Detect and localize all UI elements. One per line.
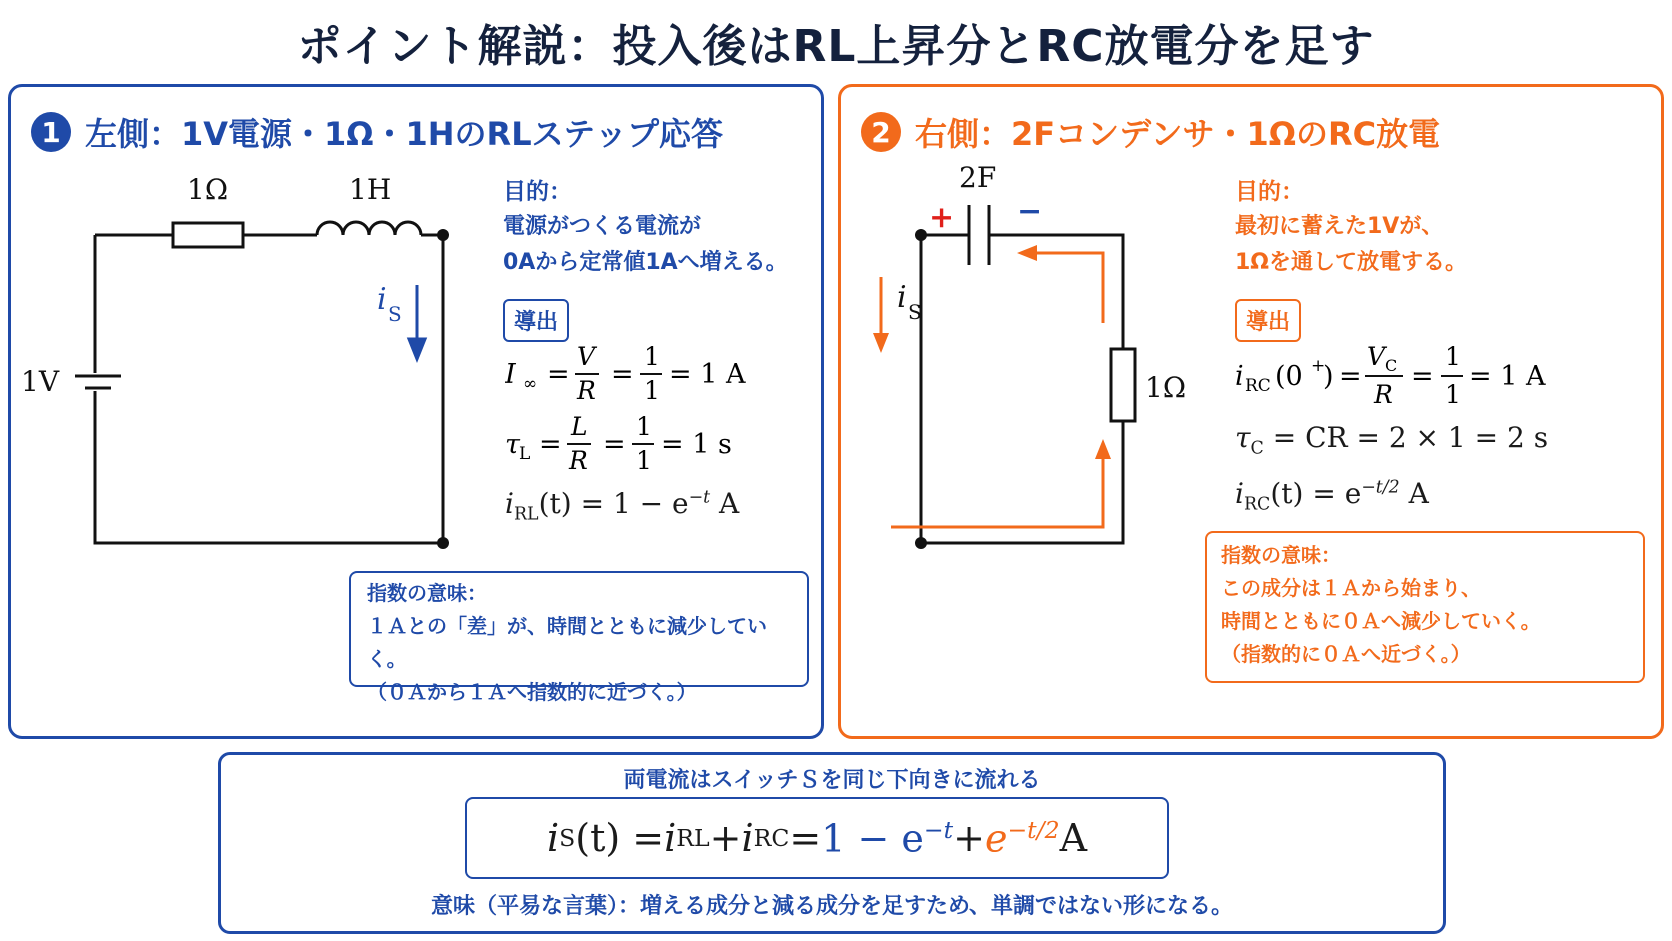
rc-plus-sign: + (929, 200, 955, 235)
rl-resistor-label: 1Ω (187, 173, 229, 206)
rc-eq-tau: $\tau_C$ = CR = 2 × 1 = 2 s (1235, 421, 1549, 459)
rc-eq-current: $i_{RC}(t) = e^{-t/2}$ A (1235, 477, 1429, 515)
rc-note-line: （指数的に０Ａへ近づく。） (1221, 642, 1471, 666)
rc-circuit-diagram (841, 87, 1241, 647)
svg-text:=: = (1411, 361, 1434, 392)
rl-note-line: （０Ａから１Ａへ指数的に近づく。） (367, 680, 697, 704)
svg-text:RC: RC (1245, 376, 1271, 396)
svg-text:(0: (0 (1275, 361, 1303, 392)
svg-text:=: = (603, 429, 626, 460)
svg-text:1: 1 (1445, 343, 1461, 371)
svg-text:V: V (577, 343, 596, 371)
rl-purpose-label: 目的： (503, 179, 572, 205)
resistor-1ohm (173, 223, 243, 247)
svg-text:R: R (569, 446, 588, 475)
svg-text:R: R (577, 376, 596, 405)
svg-text:=: = (547, 359, 570, 390)
rl-source-label: 1V (21, 365, 60, 398)
rl-is-sub: S (388, 302, 402, 326)
svg-text:+: + (1311, 356, 1326, 376)
svg-text:=: = (539, 429, 562, 460)
rc-is-sub: S (908, 300, 922, 324)
rl-exponent-note (349, 571, 809, 704)
rl-circuit-diagram (11, 87, 511, 647)
svg-text:1: 1 (1445, 380, 1461, 409)
svg-text:L: L (519, 444, 531, 464)
rl-title-text: 左側：1V電源・1Ω・1HのRLステップ応答 (85, 115, 723, 153)
rc-capacitor-label: 2F (959, 161, 997, 194)
svg-text:V: V (1367, 343, 1386, 371)
svg-text:∞: ∞ (523, 374, 538, 394)
rc-note-line: 指数の意味： (1221, 543, 1341, 567)
rc-node-top-left (915, 229, 927, 241)
rc-note-line: 時間とともに０Ａへ減少していく。 (1221, 609, 1541, 633)
summary-footer: 意味（平易な言葉）：増える成分と減る成分を足すため、単調ではない形になる。 (430, 894, 1234, 919)
rc-purpose-line: 最初に蓄えた1Vが、 (1235, 214, 1444, 239)
svg-text:R: R (1374, 380, 1393, 409)
svg-text:C: C (1385, 356, 1398, 375)
step-number-1-icon: 1 (31, 112, 71, 152)
resistor-1ohm-rc (1111, 349, 1135, 421)
rl-note-line: 指数の意味： (367, 581, 487, 605)
rl-inductor-label: 1H (349, 173, 392, 206)
rc-eq-initial-svg (1235, 343, 1555, 409)
svg-text:=: = (611, 359, 634, 390)
rc-node-bottom-left (915, 537, 927, 549)
rc-purpose-line: 1Ωを通して放電する。 (1235, 250, 1468, 275)
svg-text:1: 1 (636, 413, 652, 441)
rl-is-label: i (377, 282, 387, 317)
rl-note-line: １Ａとの「差」が、時間とともに減少していく。 (367, 614, 767, 671)
svg-text:1: 1 (644, 343, 660, 371)
rl-eq-tau-svg (505, 413, 765, 475)
rc-title-text: 右側：2Fコンデンサ・1ΩのRC放電 (915, 115, 1441, 153)
rl-panel (8, 84, 824, 739)
rc-derivation-tag: 導出 (1235, 299, 1301, 342)
rl-eq-current: $i_{RL}(t) = 1 - e^{-t}$ A (505, 487, 740, 525)
rl-purpose-line: 電源がつくる電流が (503, 214, 702, 239)
svg-text:I: I (505, 359, 516, 390)
rc-is-arrowhead-icon (873, 333, 889, 353)
rl-term: $1 - e^{-t}$ (821, 815, 954, 861)
page-title: ポイント解説：投入後はRL上昇分とRC放電分を足す (297, 21, 1375, 72)
rc-exponent-note (1205, 531, 1645, 683)
rc-wire-bottom (921, 421, 1123, 543)
rc-term: $e^{-t/2}$ (984, 815, 1060, 861)
rc-purpose-label: 目的： (1235, 179, 1304, 205)
summary-header: 両電流はスイッチＳを同じ下向きに流れる (623, 768, 1041, 793)
rc-flow-arrowhead-left-icon (1017, 245, 1037, 261)
rc-resistor-label: 1Ω (1145, 371, 1187, 404)
is-arrow-head-icon (409, 339, 425, 359)
rl-eq-steady-svg (505, 343, 765, 405)
rc-is-label: i (897, 280, 907, 315)
rl-wire-right (95, 235, 443, 543)
svg-text:i: i (1235, 361, 1244, 392)
rc-panel (838, 84, 1664, 739)
rc-minus-sign: − (1017, 194, 1043, 229)
rc-flow-arrowhead-up-icon (1095, 439, 1111, 459)
svg-text:L: L (571, 413, 588, 441)
rc-wire-left (921, 235, 969, 477)
rc-flow-arrow-top (1037, 253, 1103, 323)
rl-eq-steady (505, 343, 765, 412)
total-current-equation: i S (t) = i RL + i RC = $1 - e^{-t}$ + $e^{-t/2}$ A (465, 797, 1169, 879)
rl-eq-tau (505, 413, 765, 482)
svg-text:1: 1 (644, 376, 660, 405)
rl-derivation-tag: 導出 (503, 299, 569, 342)
node-bottom-right (437, 537, 449, 549)
svg-text:= 1 A: = 1 A (669, 359, 746, 390)
step-number-2-icon: 2 (861, 112, 901, 152)
rc-note-line: この成分は１Ａから始まり、 (1221, 576, 1481, 600)
rl-purpose-line: 0Aから定常値1Aへ増える。 (503, 250, 788, 275)
svg-text:1: 1 (636, 446, 652, 475)
svg-text:): ) (1323, 361, 1334, 392)
svg-text:τ: τ (505, 429, 520, 460)
rc-eq-initial (1235, 343, 1555, 416)
summary-box (218, 752, 1446, 934)
rc-flow-arrow-bottom (891, 459, 1103, 527)
node-top-right (437, 229, 449, 241)
inductor-1h (317, 222, 421, 235)
svg-text:= 1 s: = 1 s (661, 429, 732, 460)
rl-purpose-text (503, 209, 788, 281)
svg-text:=: = (1339, 361, 1362, 392)
svg-text:= 1 A: = 1 A (1469, 361, 1546, 392)
rc-purpose-text (1235, 209, 1467, 281)
